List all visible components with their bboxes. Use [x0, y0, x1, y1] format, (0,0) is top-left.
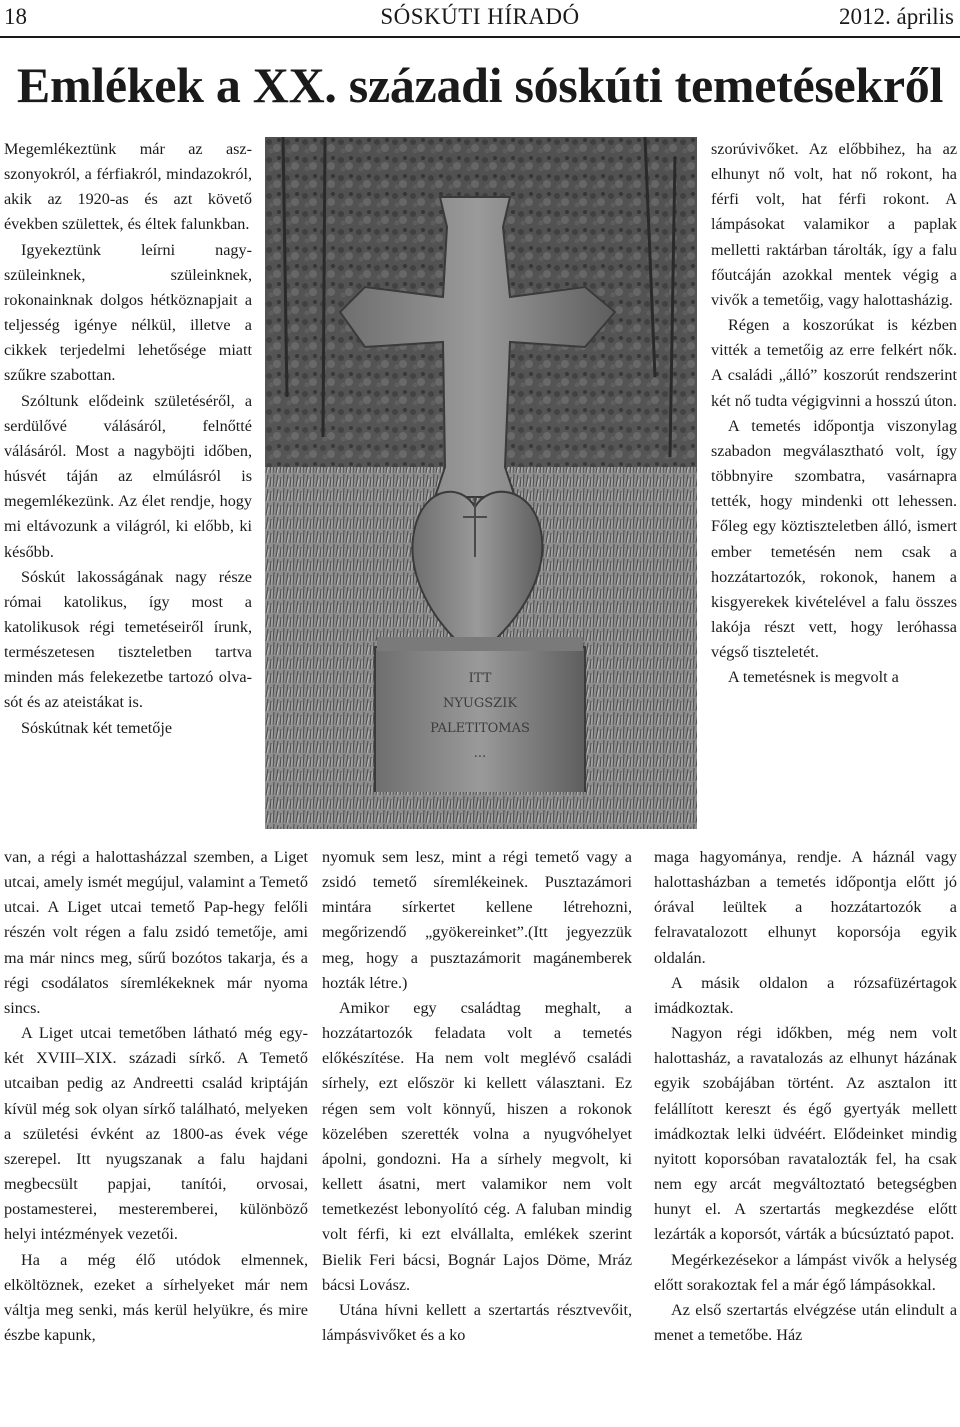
page-number: 18 [4, 4, 27, 29]
issue-date: 2012. április [839, 4, 954, 29]
paragraph: A Liget utcai temetőben látható még egy-két XVIII–XIX. századi sírkő. A Temető utcaiban pedig az Andreetti család kriptáján kívül még sok olyan sírkő található, melyeken a születési évként az 1800-as évek vége szerepel. Itt nyugszanak a falu hajdani megbecsült papjai, tanítói, orvosai, postamesterei, mesteremberei, különböző helyi intézmények vezetői. [4, 1024, 308, 1244]
column-1-top [4, 137, 252, 741]
paragraph: Nagyon régi időkben, még nem volt halottasház, a ravatalozás az elhunyt házának egyik szobájában történt. Az asztalon itt felállított kereszt és égő gyertyák mellett imádkoztak lelki üdvéért. Elődeinket mindig nyitott koporsóban ravatalozták fel, ha csak nem egy arcát megváltoztató betegségben hunyt el. A szertartás megkezdése előtt lezárták a koporsót, várták a búcsúztató papot. [654, 1024, 957, 1244]
paragraph: maga hagyománya, rendje. A háznál vagy halottasházban a temetés időpontja előtt jó órával leültek a hozzátartozók a felravatalozott elhunyt koporsója egyik oldalán. [654, 848, 957, 967]
paragraph: A temetésnek is megvolt a [728, 668, 899, 687]
paragraph: A temetés időpontja viszonylag szabadon megválasztható volt, így többnyire szombatra, vasárnapra tették, hogy mindenki ott lehessen. Főleg egy köztiszteletben álló, ismert ember temetésén nem csak a hozzátartozók, rokonok, hanem a kisgyerekek kivételével a falu összes lakója részt vett, hogy leróhassa végső tiszteletét. [711, 416, 957, 662]
inscription-line: ITT [468, 671, 492, 686]
article-title: Emlékek a XX. századi sóskúti temetésekről [16, 57, 944, 113]
column-1-bottom [4, 845, 308, 1348]
inscription-line: NYUGSZIK [442, 696, 518, 711]
header-rule [0, 36, 960, 38]
masthead: SÓSKÚTI HÍRADÓ [380, 4, 580, 29]
paragraph: Megérkezésekor a lámpást vivők a helység előtt sorakoztak fel a már égő lámpásokkal. [654, 1250, 957, 1294]
column-2 [322, 845, 632, 1348]
column-3-top [711, 137, 957, 690]
page-header [0, 0, 960, 34]
paragraph: van, a régi a halottasházzal szemben, a Liget utcai, amely ismét megújul, valamint a Temető utcai. A Liget utcai temető Pap-hegy felőli részén volt régen a falu zsidó temetője, ami ma már nincs meg, sűrű bozótos takarja, és a régi csodálatos síremlékeknek már nyoma sincs. [4, 848, 308, 1017]
paragraph: Amikor egy családtag meghalt, a hozzátartozók feladata volt a temetés előkészítése. Ha nem volt meglévő családi sírhely, ezt először ki kellett választani. Ez régen sem volt könnyű, hiszen a rokonok közelében szerették volna a nyugvóhelyet ápolni, gondozni. Ha a sírhely megvolt, ki kellett ásatni, mert valamikor nem volt temetkezést lebonyolító cég. A faluban mindig volt férfi, ki ezt elvállalta, emlékek szerint Bielik Feri bácsi, Bognár Lajos Döme, Mráz bácsi Lovász. [322, 998, 632, 1294]
inscription-line: PALETITOMAS [430, 721, 530, 736]
paragraph: Szóltunk elődeink születéséről, a serdülővé válásáról, felnőtté válásáról. Most a nagyböjti időben, húsvét táján az elmúlásról is megemlékezünk. Az élet rendje, hogy mi eltávozunk a világról, ki előbb, ki később. [4, 391, 252, 561]
column-3-bottom [654, 845, 957, 1348]
paragraph: Megemlékeztünk már az aszszonyokról, a férfiakról, mindazokról, akik az 1920-as és azt követő években születtek, és éltek falunkban. [4, 140, 252, 234]
paragraph: A másik oldalon a rózsafüzértagok imádkoztak. [654, 973, 957, 1017]
paragraph: Igyekeztünk leírni nagyszüleinknek, szüleinknek, rokonainknak dolgos hétköznapjait a teljesség igénye nélkül, illetve a cikkek terjedelmi lehetősége miatt szűkre szabottan. [4, 240, 252, 385]
paragraph: nyomuk sem lesz, mint a régi temető vagy a zsidó temető síremlékeinek. Pusztazámori mintára sírkertet kellene létrehozni, megőrizendő „gyökereinket”.(Itt jegyezzük meg, hogy a pusztazámorit magánemberek hozták létre.) [322, 848, 632, 992]
paragraph: Az első szertartás elvégzése után elindult a menet a temetőbe. Ház [654, 1300, 957, 1344]
paragraph: Sóskútnak két temetője [21, 718, 173, 737]
inscription-line: ... [473, 746, 487, 761]
gravestone-cross-photo [265, 137, 697, 829]
paragraph: Utána hívni kellett a szertartás résztvevőit, lámpásvivőket és a ko [322, 1300, 632, 1344]
paragraph: szorúvivőket. Az előbbihez, ha az elhunyt nő volt, hat nő rokont, ha férfi volt, hat férfi rokont. A lámpásokat valamikor a paplak melletti raktárban tárolták, így a falu főutcáján azokkal mentek végig a vivők a temetőig, vagy halottasházig. [711, 140, 957, 309]
paragraph: Ha a még élő utódok elmennek, elköltöznek, ezeket a sírhelyeket már nem váltja meg senki, más kerül helyükre, és mire észbe kapunk, [4, 1250, 308, 1344]
paragraph: Régen a koszorúkat is kézben vitték a temetőig az erre felkért nők. A családi „álló” koszorút rendszerint két nő tudta végigvinni a hosszú úton. [711, 316, 957, 410]
paragraph: Sóskút lakosságának nagy része római katolikus, így most a katolikusok régi temetéseiről írunk, természetesen tiszteletben tartva minden más felekezetbe tartozó olvasót és az ateistákat is. [4, 567, 252, 712]
